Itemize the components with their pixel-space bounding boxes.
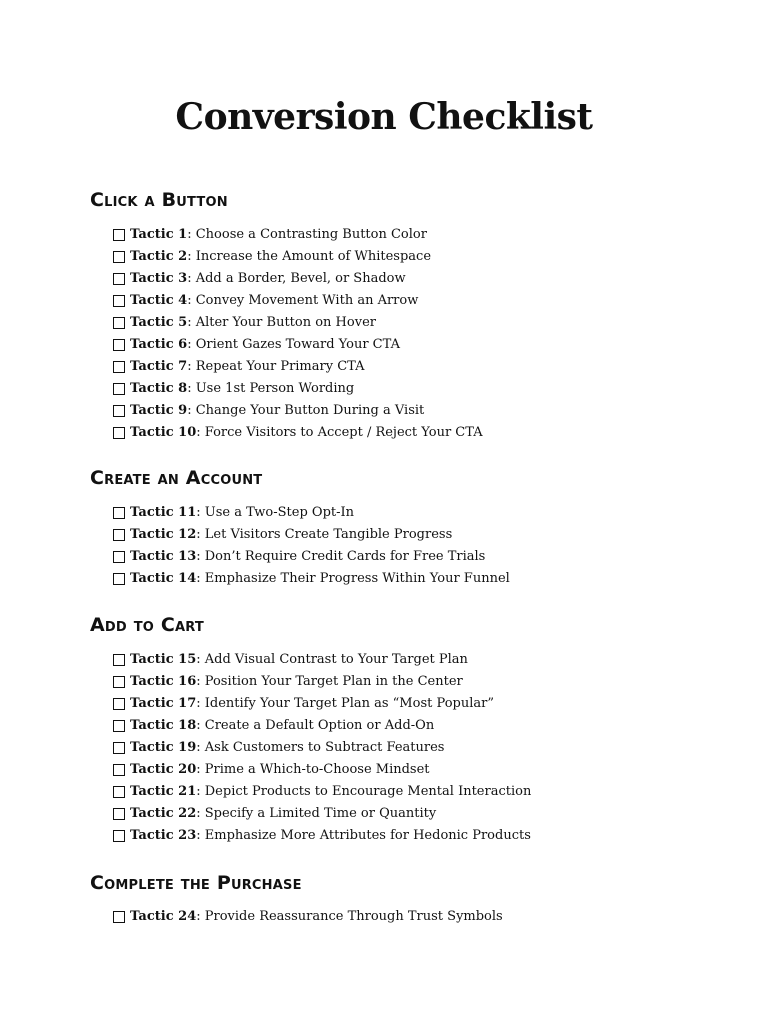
tactic-text: : Use 1st Person Wording (187, 380, 355, 396)
tactic-label: Tactic 14 (130, 570, 197, 586)
checklist-add-to-cart (113, 648, 531, 846)
checklist-click-a-button (113, 223, 483, 443)
checkbox[interactable] (113, 427, 125, 439)
tactic-text: : Specify a Limited Time or Quantity (196, 805, 437, 821)
checkbox[interactable] (113, 383, 125, 395)
section-heading-create-an-account: Create an Account (90, 467, 263, 489)
checkbox[interactable] (113, 676, 125, 688)
checklist-item (113, 670, 531, 692)
tactic-text: : Use a Two-Step Opt-In (196, 504, 355, 520)
checkbox[interactable] (113, 507, 125, 519)
checkbox[interactable] (113, 295, 125, 307)
tactic-text: : Increase the Amount of Whitespace (187, 248, 432, 264)
tactic-label: Tactic 24 (130, 908, 197, 924)
tactic-label: Tactic 19 (130, 739, 197, 755)
tactic-label: Tactic 20 (130, 761, 197, 777)
tactic-text: : Convey Movement With an Arrow (187, 292, 419, 308)
checkbox[interactable] (113, 786, 125, 798)
page-title: Conversion Checklist (175, 96, 593, 138)
tactic-label: Tactic 16 (130, 673, 197, 689)
tactic-label: Tactic 2 (130, 248, 188, 264)
checklist-item (113, 289, 483, 311)
section-heading-complete-the-purchase: Complete the Purchase (90, 872, 302, 894)
section-heading-click-a-button: Click a Button (90, 189, 228, 211)
tactic-text: : Position Your Target Plan in the Center (196, 673, 463, 689)
tactic-text: : Alter Your Button on Hover (187, 314, 376, 330)
checkbox[interactable] (113, 529, 125, 541)
checklist-item (113, 736, 531, 758)
checklist-item (113, 311, 483, 333)
tactic-label: Tactic 17 (130, 695, 197, 711)
checklist-complete-the-purchase (113, 905, 503, 927)
checklist-item (113, 523, 510, 545)
checkbox[interactable] (113, 808, 125, 820)
tactic-text: : Add a Border, Bevel, or Shadow (187, 270, 406, 286)
checkbox[interactable] (113, 830, 125, 842)
checklist-item (113, 267, 483, 289)
checkbox[interactable] (113, 742, 125, 754)
tactic-text: : Add Visual Contrast to Your Target Plan (196, 651, 468, 667)
tactic-label: Tactic 6 (130, 336, 188, 352)
tactic-text: : Choose a Contrasting Button Color (187, 226, 427, 242)
tactic-label: Tactic 10 (130, 424, 197, 440)
checklist-item (113, 824, 531, 846)
tactic-label: Tactic 11 (130, 504, 197, 520)
checklist-item (113, 501, 510, 523)
checkbox[interactable] (113, 911, 125, 923)
tactic-text: : Change Your Button During a Visit (187, 402, 425, 418)
tactic-label: Tactic 1 (130, 226, 188, 242)
tactic-label: Tactic 8 (130, 380, 188, 396)
tactic-label: Tactic 3 (130, 270, 188, 286)
checklist-item (113, 223, 483, 245)
checkbox[interactable] (113, 764, 125, 776)
checklist-item (113, 692, 531, 714)
tactic-label: Tactic 23 (130, 827, 197, 843)
checkbox[interactable] (113, 698, 125, 710)
checkbox[interactable] (113, 339, 125, 351)
checkbox[interactable] (113, 551, 125, 563)
checkbox[interactable] (113, 317, 125, 329)
tactic-label: Tactic 7 (130, 358, 188, 374)
checklist-create-an-account (113, 501, 510, 589)
tactic-label: Tactic 4 (130, 292, 188, 308)
checkbox[interactable] (113, 405, 125, 417)
checkbox[interactable] (113, 573, 125, 585)
checklist-item (113, 355, 483, 377)
checklist-item (113, 545, 510, 567)
checkbox[interactable] (113, 654, 125, 666)
tactic-text: : Don’t Require Credit Cards for Free Trials (196, 548, 486, 564)
checkbox[interactable] (113, 720, 125, 732)
tactic-text: : Let Visitors Create Tangible Progress (196, 526, 453, 542)
checklist-item (113, 567, 510, 589)
checklist-item (113, 905, 503, 927)
tactic-text: : Orient Gazes Toward Your CTA (187, 336, 400, 352)
tactic-label: Tactic 5 (130, 314, 188, 330)
checkbox[interactable] (113, 229, 125, 241)
checklist-item (113, 333, 483, 355)
checklist-item (113, 399, 483, 421)
tactic-text: : Prime a Which-to-Choose Mindset (196, 761, 430, 777)
tactic-label: Tactic 12 (130, 526, 197, 542)
tactic-label: Tactic 22 (130, 805, 197, 821)
checklist-item (113, 648, 531, 670)
tactic-text: : Repeat Your Primary CTA (187, 358, 365, 374)
tactic-label: Tactic 21 (130, 783, 197, 799)
section-heading-add-to-cart: Add to Cart (90, 614, 204, 636)
checklist-item (113, 780, 531, 802)
checklist-item (113, 714, 531, 736)
tactic-text: : Emphasize More Attributes for Hedonic Products (196, 827, 531, 843)
checklist-item (113, 421, 483, 443)
tactic-text: : Depict Products to Encourage Mental Interaction (196, 783, 532, 799)
tactic-text: : Ask Customers to Subtract Features (196, 739, 445, 755)
checkbox[interactable] (113, 361, 125, 373)
tactic-text: : Emphasize Their Progress Within Your Funnel (196, 570, 510, 586)
tactic-label: Tactic 9 (130, 402, 188, 418)
tactic-text: : Force Visitors to Accept / Reject Your CTA (196, 424, 483, 440)
tactic-label: Tactic 13 (130, 548, 197, 564)
tactic-text: : Create a Default Option or Add-On (196, 717, 435, 733)
checklist-item (113, 802, 531, 824)
checkbox[interactable] (113, 251, 125, 263)
checklist-item (113, 245, 483, 267)
checkbox[interactable] (113, 273, 125, 285)
checklist-item (113, 377, 483, 399)
tactic-text: : Identify Your Target Plan as “Most Popular” (196, 695, 494, 711)
tactic-text: : Provide Reassurance Through Trust Symbols (196, 908, 503, 924)
checklist-item (113, 758, 531, 780)
tactic-label: Tactic 15 (130, 651, 197, 667)
tactic-label: Tactic 18 (130, 717, 197, 733)
